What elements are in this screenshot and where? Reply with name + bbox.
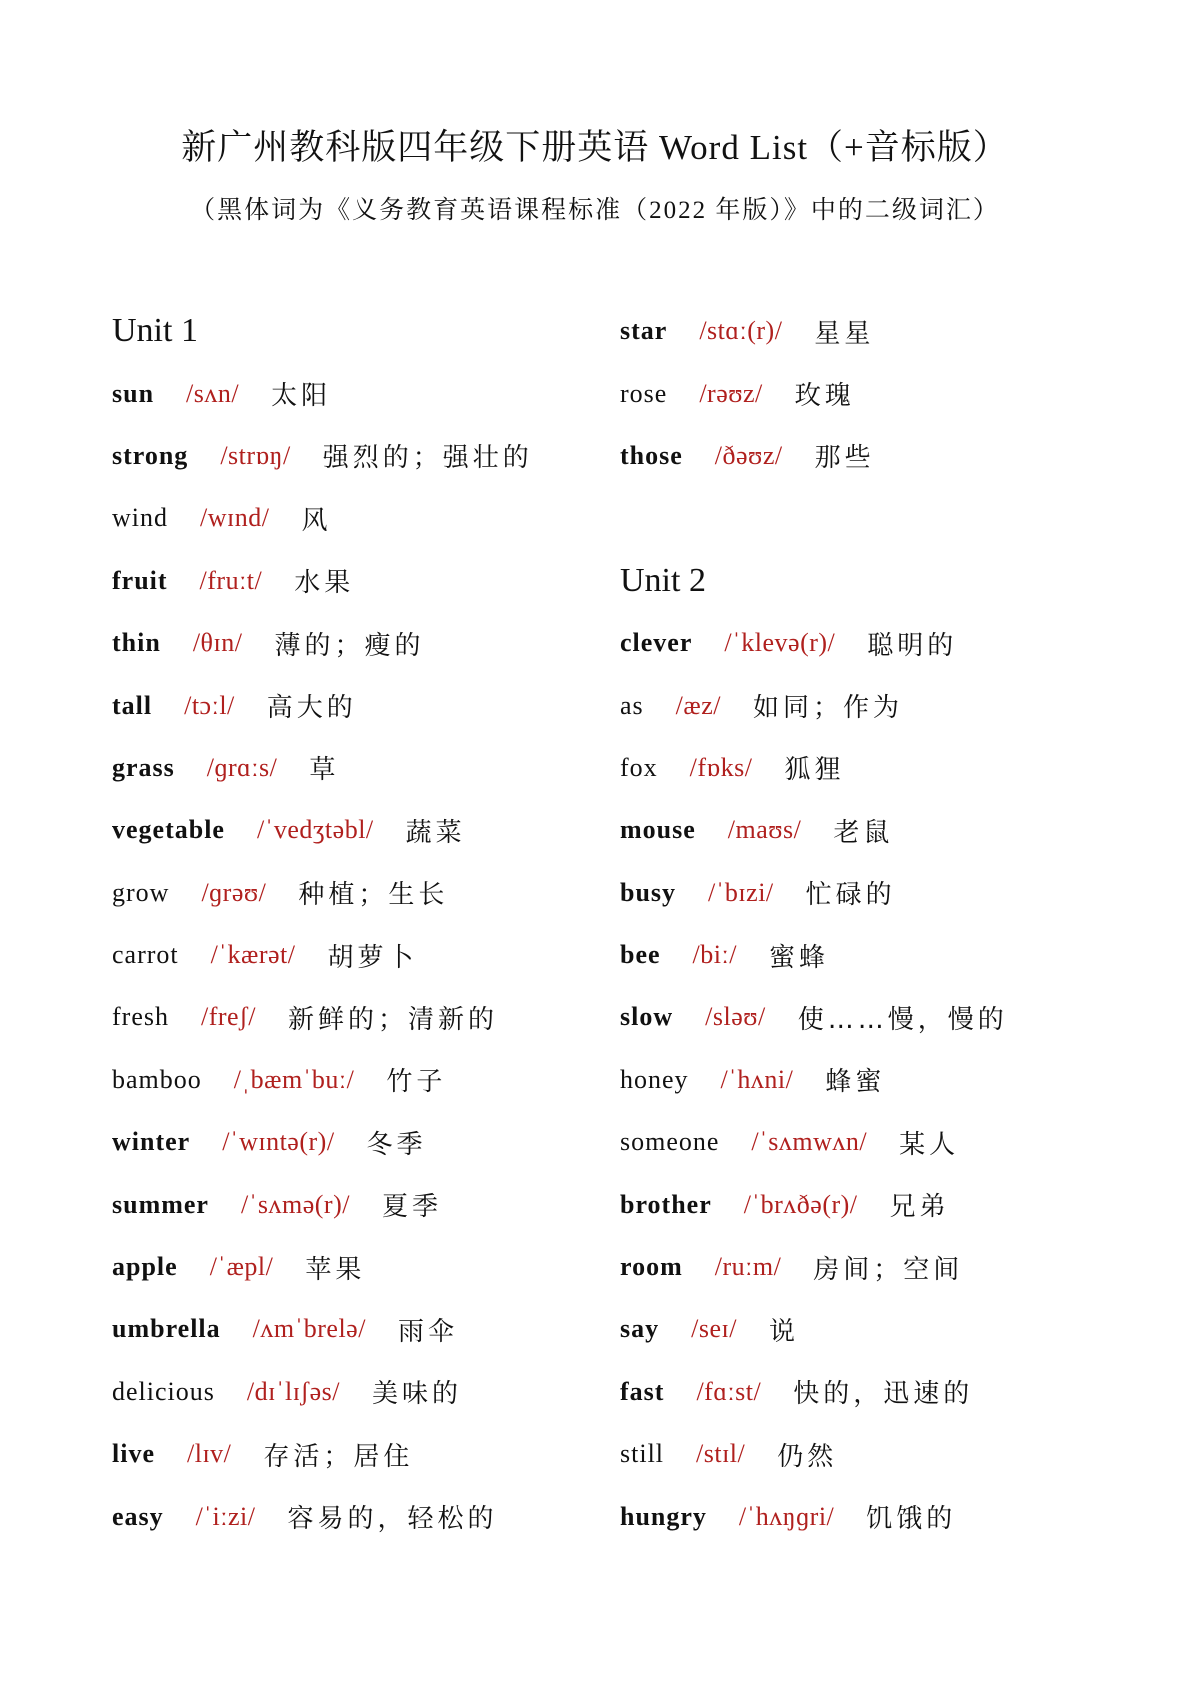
- meaning: 竹子: [386, 1067, 447, 1098]
- phonetic: /fɑːst/: [696, 1376, 762, 1406]
- left-column: [112, 300, 592, 1548]
- word: still: [620, 1439, 665, 1469]
- meaning: 仍然: [777, 1441, 838, 1472]
- phonetic: /ˈsʌmə(r)/: [240, 1189, 350, 1219]
- phonetic: /ˈsʌmwʌn/: [751, 1127, 868, 1157]
- right-column: [620, 300, 1120, 1548]
- word: star: [620, 316, 668, 346]
- word-entry: [112, 674, 592, 736]
- word-entry: [112, 1236, 592, 1298]
- phonetic: /ruːm/: [714, 1252, 782, 1282]
- phonetic: /ˈhʌŋɡri/: [738, 1501, 835, 1531]
- word-entry: [112, 425, 592, 487]
- page-subtitle: （黑体词为《义务教育英语课程标准（2022 年版）》中的二级词汇）: [190, 197, 1000, 224]
- meaning: 容易的，轻松的: [287, 1504, 498, 1535]
- unit-1-continued-word-list: [620, 300, 1120, 487]
- word-entry: [620, 362, 1120, 424]
- word-entry: [620, 300, 1120, 362]
- meaning: 存活；居住: [263, 1441, 414, 1472]
- word-entry: [620, 986, 1120, 1048]
- word-entry: [112, 1423, 592, 1485]
- word: apple: [112, 1252, 178, 1282]
- meaning: 水果: [294, 568, 355, 599]
- word: grass: [112, 752, 175, 782]
- word-entry: [620, 1173, 1120, 1235]
- word-entry: [620, 1236, 1120, 1298]
- word: hungry: [620, 1501, 707, 1531]
- word-entry: [620, 799, 1120, 861]
- word-entry: [620, 1361, 1120, 1423]
- meaning: 蜜蜂: [768, 942, 829, 973]
- word-entry: [112, 986, 592, 1048]
- meaning: 冬季: [366, 1129, 427, 1160]
- word-entry: [112, 550, 592, 612]
- word-entry: [112, 1485, 592, 1547]
- word: wind: [112, 503, 168, 533]
- word-entry: [112, 487, 592, 549]
- meaning: 星星: [814, 318, 875, 349]
- phonetic: /ɡrɑːs/: [206, 752, 278, 782]
- meaning: 太阳: [271, 381, 332, 412]
- meaning: 种植；生长: [298, 880, 449, 911]
- word: umbrella: [112, 1314, 221, 1344]
- word-entry: [112, 1361, 592, 1423]
- meaning: 如同；作为: [753, 693, 904, 724]
- word-entry: [620, 425, 1120, 487]
- meaning: 风: [301, 505, 332, 536]
- page-title: 新广州教科版四年级下册英语 Word List（+音标版）: [181, 128, 1009, 167]
- meaning: 胡萝卜: [327, 942, 418, 973]
- word: fruit: [112, 565, 168, 595]
- meaning: 饥饿的: [866, 1504, 957, 1535]
- word-entry: [620, 674, 1120, 736]
- word: rose: [620, 378, 668, 408]
- phonetic: /sʌn/: [186, 378, 240, 408]
- meaning: 高大的: [266, 693, 357, 724]
- phonetic: /ˈhʌni/: [720, 1064, 794, 1094]
- phonetic: /stɑː(r)/: [699, 316, 783, 346]
- word-entry: [620, 862, 1120, 924]
- word: as: [620, 690, 644, 720]
- word: tall: [112, 690, 153, 720]
- phonetic: /seɪ/: [691, 1314, 737, 1344]
- word: carrot: [112, 940, 179, 970]
- word-entry: [112, 737, 592, 799]
- word-entry: [620, 737, 1120, 799]
- word-entry: [112, 862, 592, 924]
- word: mouse: [620, 815, 696, 845]
- word: winter: [112, 1127, 191, 1157]
- word: vegetable: [112, 815, 225, 845]
- phonetic: /æz/: [675, 690, 722, 720]
- word-entry: [620, 924, 1120, 986]
- word: brother: [620, 1189, 712, 1219]
- phonetic: /ˈwɪntə(r)/: [222, 1127, 335, 1157]
- phonetic: /biː/: [692, 940, 737, 970]
- word: grow: [112, 877, 170, 907]
- phonetic: /ɡrəʊ/: [201, 877, 267, 907]
- word: sun: [112, 378, 155, 408]
- word: strong: [112, 440, 189, 470]
- word: those: [620, 440, 683, 470]
- spacer: [620, 487, 1120, 549]
- phonetic: /fɒks/: [689, 752, 753, 782]
- meaning: 某人: [899, 1129, 960, 1160]
- word: busy: [620, 877, 677, 907]
- word: fresh: [112, 1002, 169, 1032]
- phonetic: /θɪn/: [192, 628, 243, 658]
- phonetic: /rəʊz/: [699, 378, 763, 408]
- word-entry: [620, 1049, 1120, 1111]
- unit-1-heading: Unit 1: [112, 312, 198, 350]
- meaning: 忙碌的: [805, 880, 896, 911]
- phonetic: /wɪnd/: [200, 503, 270, 533]
- word: fox: [620, 752, 658, 782]
- phonetic: /fruːt/: [199, 565, 263, 595]
- meaning: 房间；空间: [813, 1254, 964, 1285]
- unit-heading: [620, 550, 1120, 612]
- phonetic: /stɪl/: [696, 1439, 746, 1469]
- meaning: 聪明的: [867, 630, 958, 661]
- meaning: 使……慢，慢的: [797, 1004, 1008, 1035]
- word-entry: [112, 362, 592, 424]
- word-entry: [620, 1298, 1120, 1360]
- meaning: 薄的；瘦的: [274, 630, 425, 661]
- word-entry: [112, 1173, 592, 1235]
- word: someone: [620, 1127, 720, 1157]
- unit-2-word-list: [620, 612, 1120, 1548]
- meaning: 苹果: [305, 1254, 366, 1285]
- word: clever: [620, 628, 693, 658]
- meaning: 狐狸: [784, 755, 845, 786]
- meaning: 新鲜的；清新的: [287, 1004, 498, 1035]
- meaning: 蔬菜: [405, 817, 466, 848]
- unit-heading: [112, 300, 592, 362]
- phonetic: /ˈklevə(r)/: [724, 628, 836, 658]
- unit-2-heading: Unit 2: [620, 561, 706, 599]
- word: summer: [112, 1189, 209, 1219]
- meaning: 夏季: [381, 1192, 442, 1223]
- phonetic: /ˈbrʌðə(r)/: [743, 1189, 858, 1219]
- phonetic: /ˈæpl/: [209, 1252, 274, 1282]
- phonetic: /ˈvedʒtəbl/: [256, 815, 374, 845]
- phonetic: /maʊs/: [727, 815, 802, 845]
- word: easy: [112, 1501, 164, 1531]
- phonetic: /ʌmˈbrelə/: [252, 1314, 366, 1344]
- word: bee: [620, 940, 661, 970]
- word: say: [620, 1314, 660, 1344]
- word-entry: [620, 1111, 1120, 1173]
- word: honey: [620, 1064, 689, 1094]
- word: fast: [620, 1376, 665, 1406]
- phonetic: /ˈkærət/: [210, 940, 296, 970]
- word-entry: [112, 612, 592, 674]
- meaning: 快的，迅速的: [793, 1379, 974, 1410]
- meaning: 说: [768, 1316, 799, 1347]
- word: delicious: [112, 1376, 215, 1406]
- word: live: [112, 1439, 155, 1469]
- word-entry: [620, 612, 1120, 674]
- meaning: 蜂蜜: [825, 1067, 886, 1098]
- word: bamboo: [112, 1064, 202, 1094]
- word: slow: [620, 1002, 674, 1032]
- phonetic: /tɔːl/: [184, 690, 235, 720]
- word-entry: [112, 924, 592, 986]
- meaning: 强烈的；强壮的: [322, 443, 533, 474]
- meaning: 老鼠: [833, 817, 894, 848]
- phonetic: /lɪv/: [187, 1439, 232, 1469]
- word-entry: [620, 1485, 1120, 1547]
- meaning: 美味的: [371, 1379, 462, 1410]
- word: room: [620, 1252, 683, 1282]
- word-entry: [112, 1111, 592, 1173]
- meaning: 草: [309, 755, 340, 786]
- word-entry: [112, 1298, 592, 1360]
- phonetic: /dɪˈlɪʃəs/: [246, 1376, 340, 1406]
- word: thin: [112, 628, 161, 658]
- meaning: 兄弟: [889, 1192, 950, 1223]
- meaning: 玫瑰: [794, 381, 855, 412]
- word-entry: [112, 799, 592, 861]
- phonetic: /strɒŋ/: [220, 440, 291, 470]
- phonetic: /ˈiːzi/: [195, 1501, 256, 1531]
- phonetic: /freʃ/: [200, 1002, 256, 1032]
- unit-1-word-list: [112, 362, 592, 1547]
- phonetic: /ˈbɪzi/: [708, 877, 774, 907]
- word-entry: [620, 1423, 1120, 1485]
- phonetic: /ˌbæmˈbuː/: [233, 1064, 355, 1094]
- phonetic: /sləʊ/: [705, 1002, 766, 1032]
- meaning: 那些: [814, 443, 875, 474]
- word-entry: [112, 1049, 592, 1111]
- phonetic: /ðəʊz/: [714, 440, 783, 470]
- meaning: 雨伞: [397, 1316, 458, 1347]
